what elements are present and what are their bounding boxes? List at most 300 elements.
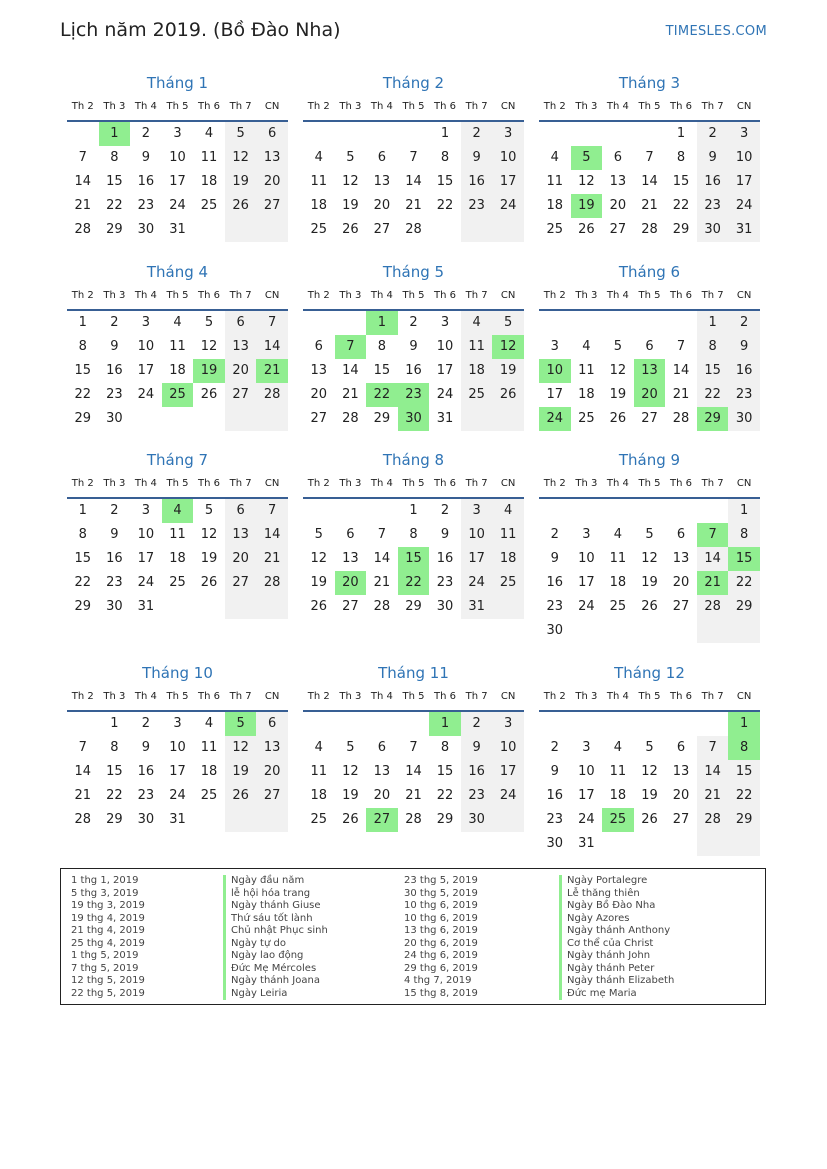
weekday-label: Th 3 — [575, 101, 598, 112]
weekday-header — [539, 94, 760, 122]
weekend-day: 2 — [461, 122, 493, 146]
empty-cell — [571, 311, 603, 335]
legend-holiday-name: Ngày Bồ Đào Nha — [559, 900, 674, 913]
empty-cell — [225, 407, 257, 431]
day: 29 — [106, 812, 123, 827]
weekday-header — [67, 283, 288, 311]
day: 4 — [204, 126, 214, 141]
day: 8 — [110, 150, 119, 165]
day: 7 — [78, 150, 87, 165]
legend-holiday-name: Ngày Portalegre — [559, 875, 674, 888]
holiday-day: 21 — [256, 359, 288, 383]
weekday-label: Th 4 — [606, 478, 629, 489]
day: 2 — [440, 503, 450, 518]
weekday-label: Th 2 — [543, 691, 566, 702]
weekend-day: 3 — [492, 122, 524, 146]
weekday-label: Th 6 — [198, 478, 221, 489]
day: 23 — [546, 599, 564, 614]
day: 21 — [672, 387, 690, 402]
day: 14 — [74, 764, 92, 779]
weekday-header — [539, 684, 760, 712]
legend-holiday-name: Ngày đầu năm — [223, 875, 328, 888]
day: 27 — [342, 599, 359, 614]
weekday-label: CN — [500, 478, 516, 489]
month-5 — [303, 261, 524, 431]
days-grid — [539, 499, 760, 643]
holiday-day: 29 — [697, 407, 729, 431]
empty-cell — [398, 712, 430, 736]
day: 4 — [314, 150, 323, 165]
days-grid — [539, 122, 760, 242]
day: 27 — [373, 222, 391, 237]
day: 27 — [672, 812, 690, 827]
day: 30 — [137, 222, 155, 237]
weekend-day: 16 — [728, 359, 760, 383]
weekday-label: Th 7 — [701, 101, 724, 112]
holiday-day: 22 — [398, 571, 430, 595]
weekday-label: Th 2 — [307, 290, 330, 301]
day: 16 — [546, 788, 564, 803]
day: 15 — [373, 363, 391, 378]
month-8 — [303, 449, 524, 619]
legend-date: 1 thg 5, 2019 — [71, 950, 139, 961]
day: 25 — [169, 575, 186, 590]
empty-cell — [193, 218, 225, 242]
weekend-day: 21 — [697, 784, 729, 808]
holiday-day: 27 — [366, 808, 398, 832]
weekend-day: 28 — [697, 808, 729, 832]
legend-holiday-name: Thứ sáu tốt lành — [223, 913, 328, 926]
empty-cell — [335, 122, 367, 146]
day: 30 — [137, 812, 155, 827]
holiday-day: 12 — [492, 335, 524, 359]
empty-cell — [303, 311, 335, 335]
day: 22 — [106, 198, 123, 213]
empty-cell — [602, 122, 634, 146]
day: 19 — [310, 575, 328, 590]
day: 9 — [141, 740, 151, 755]
empty-cell — [366, 122, 398, 146]
empty-cell — [539, 712, 571, 736]
day: 31 — [137, 599, 155, 614]
weekend-day: 4 — [492, 499, 524, 523]
weekend-day: 8 — [728, 523, 760, 547]
day: 4 — [613, 740, 623, 755]
holiday-day: 15 — [398, 547, 430, 571]
empty-cell — [571, 122, 603, 146]
weekend-day: 1 — [697, 311, 729, 335]
day: 12 — [342, 764, 359, 779]
weekday-label: Th 4 — [606, 691, 629, 702]
day: 21 — [74, 198, 92, 213]
day: 1 — [78, 315, 87, 330]
weekday-label: Th 7 — [465, 478, 488, 489]
day: 29 — [74, 599, 92, 614]
empty-cell — [366, 712, 398, 736]
day: 15 — [106, 174, 123, 189]
weekend-day: 10 — [492, 146, 524, 170]
day: 8 — [377, 339, 387, 354]
month-title: Tháng 2 — [382, 74, 445, 92]
weekday-label: Th 6 — [198, 691, 221, 702]
weekday-label: Th 5 — [402, 101, 425, 112]
day: 28 — [405, 812, 422, 827]
day: 21 — [641, 198, 658, 213]
month-6 — [539, 261, 760, 431]
weekday-header — [303, 471, 524, 499]
weekend-day: 20 — [256, 170, 288, 194]
weekday-header — [67, 684, 288, 712]
day: 28 — [405, 222, 422, 237]
legend-holiday-name: Ngày Leiria — [223, 988, 328, 1001]
empty-cell — [335, 499, 367, 523]
month-title: Tháng 8 — [382, 451, 445, 469]
weekend-day: 13 — [256, 736, 288, 760]
empty-cell — [634, 311, 666, 335]
day: 18 — [609, 575, 627, 590]
day: 8 — [78, 339, 87, 354]
legend-date: 5 thg 3, 2019 — [71, 887, 139, 899]
weekday-label: Th 7 — [701, 691, 724, 702]
month-title: Tháng 9 — [618, 451, 681, 469]
day: 24 — [169, 198, 186, 213]
day: 1 — [440, 126, 450, 141]
weekday-label: Th 2 — [71, 290, 94, 301]
weekday-label: Th 6 — [198, 290, 221, 301]
month-title: Tháng 6 — [618, 263, 681, 281]
holiday-day: 10 — [539, 359, 571, 383]
weekend-day: 14 — [697, 760, 729, 784]
day: 25 — [200, 198, 218, 213]
day: 20 — [310, 387, 328, 402]
day: 24 — [169, 788, 186, 803]
month-12 — [539, 662, 760, 856]
day: 23 — [546, 812, 564, 827]
days-grid — [303, 499, 524, 619]
day: 19 — [342, 788, 359, 803]
day: 7 — [409, 150, 418, 165]
day: 4 — [314, 740, 323, 755]
day: 31 — [436, 411, 454, 426]
day: 19 — [641, 788, 658, 803]
weekend-day: 16 — [461, 760, 493, 784]
day: 26 — [641, 812, 658, 827]
weekend-day: 24 — [728, 194, 760, 218]
day: 19 — [609, 387, 627, 402]
weekday-label: Th 7 — [701, 290, 724, 301]
holiday-day: 20 — [335, 571, 367, 595]
weekend-day: 19 — [492, 359, 524, 383]
day: 12 — [578, 174, 595, 189]
weekend-day: 22 — [728, 784, 760, 808]
day: 18 — [200, 174, 218, 189]
day: 14 — [405, 174, 422, 189]
day: 8 — [676, 150, 686, 165]
weekend-day: 23 — [461, 784, 493, 808]
legend-date: 15 thg 8, 2019 — [404, 987, 478, 999]
empty-cell — [193, 407, 225, 431]
day: 20 — [609, 198, 627, 213]
weekday-label: CN — [736, 101, 752, 112]
weekday-label: CN — [736, 691, 752, 702]
day: 4 — [613, 527, 623, 542]
weekend-day: 23 — [697, 194, 729, 218]
day: 26 — [200, 575, 218, 590]
day: 26 — [578, 222, 595, 237]
weekday-label: Th 3 — [103, 101, 126, 112]
weekend-day: 19 — [225, 760, 257, 784]
weekday-label: Th 4 — [370, 691, 393, 702]
weekday-header — [539, 283, 760, 311]
empty-cell — [539, 499, 571, 523]
weekday-label: Th 4 — [370, 101, 393, 112]
legend-date: 19 thg 3, 2019 — [71, 900, 145, 911]
weekday-label: Th 2 — [307, 478, 330, 489]
day: 22 — [436, 788, 454, 803]
day: 3 — [141, 315, 151, 330]
weekday-label: Th 4 — [606, 101, 629, 112]
day: 30 — [436, 599, 454, 614]
day: 9 — [440, 527, 450, 542]
weekday-label: Th 2 — [307, 101, 330, 112]
weekend-day: 9 — [461, 146, 493, 170]
day: 7 — [645, 150, 654, 165]
day: 11 — [200, 740, 218, 755]
day: 14 — [74, 174, 92, 189]
month-7 — [67, 449, 288, 619]
empty-cell — [193, 595, 225, 619]
weekend-day: 15 — [697, 359, 729, 383]
weekend-day: 18 — [461, 359, 493, 383]
weekend-day: 9 — [728, 335, 760, 359]
day: 11 — [169, 527, 186, 542]
day: 25 — [546, 222, 564, 237]
weekend-day: 1 — [728, 499, 760, 523]
legend-date: 1 thg 1, 2019 — [71, 875, 139, 886]
weekday-label: Th 4 — [134, 101, 157, 112]
empty-cell — [571, 712, 603, 736]
empty-cell — [634, 122, 666, 146]
weekend-day: 2 — [728, 311, 760, 335]
month-9 — [539, 449, 760, 643]
legend-date: 13 thg 6, 2019 — [404, 925, 478, 936]
empty-cell — [225, 808, 257, 832]
empty-cell — [162, 595, 194, 619]
day: 3 — [173, 126, 182, 141]
day: 14 — [641, 174, 658, 189]
day: 12 — [342, 174, 359, 189]
days-grid — [67, 311, 288, 431]
legend-names-right — [559, 875, 674, 1000]
day: 30 — [106, 599, 123, 614]
legend-holiday-name: Lễ thăng thiên — [559, 888, 674, 901]
empty-cell — [303, 499, 335, 523]
day: 25 — [609, 599, 627, 614]
day: 9 — [141, 150, 151, 165]
day: 28 — [342, 411, 359, 426]
weekend-day: 28 — [256, 383, 288, 407]
day: 4 — [173, 315, 182, 330]
empty-cell — [697, 499, 729, 523]
day: 28 — [74, 222, 92, 237]
day: 21 — [342, 387, 359, 402]
weekend-day: 7 — [697, 736, 729, 760]
holiday-day: 1 — [429, 712, 461, 736]
weekday-label: Th 5 — [166, 290, 189, 301]
day: 17 — [578, 788, 595, 803]
day: 10 — [578, 764, 595, 779]
weekday-label: Th 5 — [638, 101, 661, 112]
day: 11 — [578, 363, 595, 378]
legend-holiday-name: Ngày tự do — [223, 938, 328, 951]
day: 3 — [550, 339, 559, 354]
day: 20 — [373, 788, 391, 803]
empty-cell — [303, 122, 335, 146]
day: 14 — [672, 363, 690, 378]
day: 28 — [373, 599, 391, 614]
weekday-label: CN — [264, 478, 280, 489]
day: 5 — [204, 503, 214, 518]
day: 17 — [137, 551, 155, 566]
day: 24 — [578, 812, 595, 827]
month-title: Tháng 3 — [618, 74, 681, 92]
day: 6 — [346, 527, 355, 542]
empty-cell — [335, 311, 367, 335]
holiday-day: 23 — [398, 383, 430, 407]
weekday-label: Th 4 — [134, 290, 157, 301]
weekday-label: Th 2 — [543, 290, 566, 301]
empty-cell — [256, 407, 288, 431]
day: 25 — [310, 812, 328, 827]
day: 8 — [440, 150, 450, 165]
day: 11 — [169, 339, 186, 354]
day: 29 — [74, 411, 92, 426]
day: 18 — [310, 788, 328, 803]
holiday-day: 21 — [697, 571, 729, 595]
empty-cell — [728, 619, 760, 643]
day: 13 — [672, 551, 690, 566]
days-grid — [303, 122, 524, 242]
empty-cell — [602, 712, 634, 736]
weekend-day: 14 — [256, 335, 288, 359]
legend-date: 24 thg 6, 2019 — [404, 950, 478, 961]
weekday-label: Th 3 — [103, 478, 126, 489]
day: 23 — [137, 788, 155, 803]
weekday-label: CN — [500, 101, 516, 112]
empty-cell — [634, 712, 666, 736]
day: 15 — [436, 764, 454, 779]
day: 21 — [373, 575, 391, 590]
day: 11 — [310, 174, 328, 189]
day: 5 — [613, 339, 623, 354]
weekday-label: CN — [264, 101, 280, 112]
day: 11 — [310, 764, 328, 779]
weekday-label: Th 4 — [606, 290, 629, 301]
day: 2 — [110, 315, 119, 330]
weekday-label: Th 7 — [229, 478, 252, 489]
day: 6 — [613, 150, 623, 165]
weekend-day: 17 — [461, 547, 493, 571]
empty-cell — [492, 808, 524, 832]
weekday-label: Th 3 — [575, 290, 598, 301]
day: 24 — [137, 387, 155, 402]
weekend-day: 20 — [256, 760, 288, 784]
weekend-day: 29 — [728, 808, 760, 832]
day: 4 — [204, 716, 214, 731]
brand-link[interactable]: TIMESLES.COM — [665, 24, 767, 39]
day: 19 — [200, 551, 218, 566]
empty-cell — [67, 122, 99, 146]
empty-cell — [492, 407, 524, 431]
day: 20 — [672, 575, 690, 590]
legend-holiday-name: lễ hội hóa trang — [223, 888, 328, 901]
empty-cell — [634, 832, 666, 856]
weekend-day: 6 — [225, 311, 257, 335]
day: 18 — [578, 387, 595, 402]
holiday-day: 24 — [539, 407, 571, 431]
day: 24 — [578, 599, 595, 614]
legend-holiday-name: Ngày thánh Joana — [223, 975, 328, 988]
day: 29 — [405, 599, 422, 614]
holiday-day: 5 — [225, 712, 257, 736]
day: 21 — [405, 788, 422, 803]
day: 2 — [141, 716, 151, 731]
day: 27 — [310, 411, 328, 426]
day: 31 — [169, 222, 186, 237]
weekend-day: 20 — [225, 547, 257, 571]
day: 2 — [110, 503, 119, 518]
day: 25 — [200, 788, 218, 803]
weekend-day: 31 — [728, 218, 760, 242]
empty-cell — [335, 712, 367, 736]
weekend-day: 25 — [492, 571, 524, 595]
weekend-day: 27 — [225, 571, 257, 595]
empty-cell — [602, 311, 634, 335]
day: 15 — [74, 363, 92, 378]
day: 2 — [409, 315, 418, 330]
day: 11 — [609, 764, 627, 779]
empty-cell — [256, 218, 288, 242]
empty-cell — [602, 832, 634, 856]
empty-cell — [225, 595, 257, 619]
day: 15 — [106, 764, 123, 779]
legend-date: 20 thg 6, 2019 — [404, 937, 478, 949]
weekend-day: 2 — [697, 122, 729, 146]
day: 31 — [578, 836, 595, 851]
empty-cell — [256, 808, 288, 832]
weekend-day: 11 — [461, 335, 493, 359]
weekday-header — [67, 471, 288, 499]
weekend-day: 29 — [728, 595, 760, 619]
day: 22 — [74, 387, 92, 402]
legend-date: 19 thg 4, 2019 — [71, 912, 145, 924]
weekend-day: 3 — [461, 499, 493, 523]
legend-date: 10 thg 6, 2019 — [404, 900, 478, 911]
day: 9 — [550, 551, 559, 566]
weekend-day: 24 — [492, 784, 524, 808]
weekend-day: 27 — [256, 194, 288, 218]
day: 22 — [436, 198, 454, 213]
weekend-day: 26 — [225, 194, 257, 218]
day: 29 — [672, 222, 690, 237]
weekday-label: Th 4 — [134, 478, 157, 489]
day: 4 — [582, 339, 591, 354]
day: 5 — [346, 150, 355, 165]
empty-cell — [162, 407, 194, 431]
days-grid — [67, 712, 288, 832]
day: 15 — [74, 551, 92, 566]
weekend-day: 5 — [492, 311, 524, 335]
